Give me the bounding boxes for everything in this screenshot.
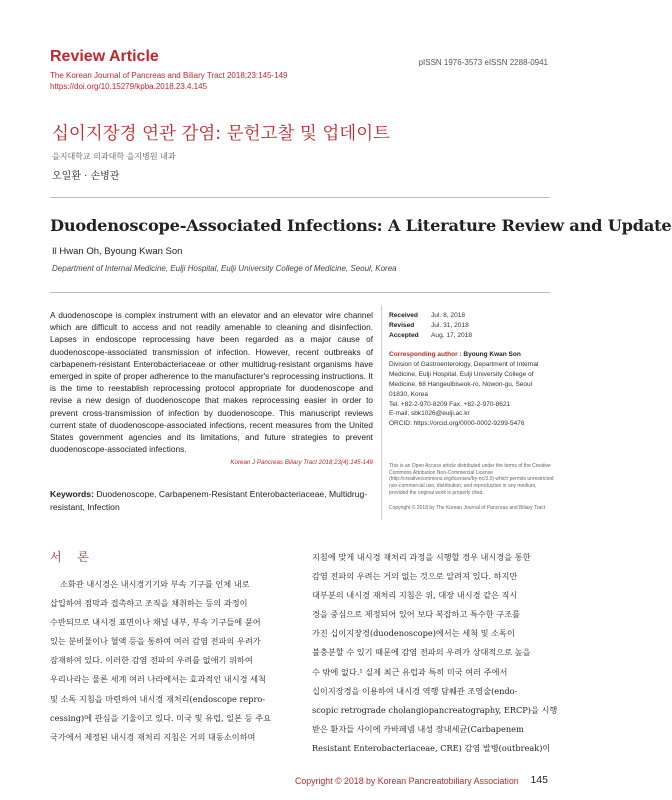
corresponding-name: Byoung Kwan Son [463,351,521,358]
corr-email[interactable]: E-mail; sbk1026@eulji.ac.kr [389,410,470,418]
footer-copyright: Copyright © 2018 by Korean Pancreatobiliary Association [295,776,519,786]
body-line: 경을 중심으로 제정되어 있어 보다 복잡하고 특수한 구조를 [312,609,521,620]
date-label: Accepted [389,332,419,340]
abstract-citation: Korean J Pancreas Biliary Tract 2018;23(4):145-149 [230,459,373,466]
date-label: Received [389,312,418,319]
date-accepted [389,331,472,341]
body-line: 및 소독 지침을 마련하여 내시경 재처리(endoscope repro- [50,693,266,704]
english-affiliation: Department of Internal Medicine, Eulji Hospital, Eulji University College of Medicine, Seoul, Korea [52,264,397,273]
body-column-left [50,575,290,747]
body-line: 가진 십이지장경(duodenoscope)에서는 세척 및 소독이 [312,628,515,639]
body-line: 수반되므로 내시경 표면이나 채널 내부, 부속 기구들에 묻어 [50,617,261,628]
korean-authors: 오일환 · 손병관 [52,171,120,182]
issn: pISSN 1976-3573 eISSN 2288-0941 [418,58,548,67]
body-column-right [312,548,558,758]
korean-title: 십이지장경 연관 감염: 문헌고찰 및 업데이트 [52,124,390,144]
english-title: Duodenoscope-Associated Infections: A Literature Review and Update [50,216,672,235]
keywords [50,488,373,513]
corresponding-label: Corresponding author : [389,351,462,358]
date-value: Jul. 31, 2018 [431,322,469,330]
corresponding-head [389,350,554,360]
corr-line: Medicine, 68 Hangeulbiseok-ro, Nowon-gu, Seoul [389,380,533,388]
body-line: 지침에 맞게 내시경 재처리 과정을 시행할 경우 내시경을 통한 [312,552,531,562]
body-line: 십이지장경을 이용하여 내시경 역행 담췌관 조영술(endo- [312,685,518,696]
body-line: 잠재하여 있다. 이러한 감염 전파의 우려를 없애기 위하여 [50,655,253,666]
date-value: Jul. 8, 2018 [431,312,466,319]
corr-orcid[interactable]: ORCID: https://orcid.org/0000-0002-9299-5476 [389,420,525,428]
abstract: A duodenoscope is complex instrument with an elevator and an elevator wire channel which are difficult to access and not readily amenable to cleaning and disinfection. Lapses in endoscope reprocessing have been regarded as a major cause of duodenoscope-associated transmission of infection. However, recent outbreaks of carbapenem-resistant Enterobacteriaceae or other multidrug-resistant organisms have emerged in spite of proper adherence to the manufacturer's reprocessing instructions. It is the time to reestablish reprocessing protocol appropriate for duodenoscope and revise a new design of duodenoscope that makes reprocessing easier in order to prevent cross-transmission of infection by duodenoscope. This manuscript reviews current state of duodenoscope-associated infections, recent measures from the United States government agencies and its limitations, and future strategies to prevent duodenoscope-associated infections. [50,310,373,455]
body-line: 감염 전파의 우려는 거의 없는 것으로 알려져 있다. 하지만 [312,571,518,582]
keywords-label: Keywords: [50,489,94,499]
body-line: 우리나라는 물론 세계 여러 나라에서는 효과적인 내시경 세척 [50,674,266,685]
article-type: Review Article [50,48,159,65]
journal-citation: The Korean Journal of Pancreas and Biliary Tract 2018;23:145-149 [50,71,288,80]
body-line: Resistant Enterobacteriaceae, CRE) 감염 발병(outbreak)이 [312,742,551,753]
body-line: 대부분의 내시경 재처리 지침은 위, 대장 내시경 같은 직시 [312,590,518,601]
section-heading: 서 론 [50,550,95,564]
body-line: 삽입하여 점막과 접촉하고 조직을 채취하는 등의 과정이 [50,598,248,609]
divider [50,197,550,198]
corresponding-author [389,350,554,429]
corr-line: Division of Gastroenterology, Department of Internal [389,360,539,368]
body-line: 수 밖에 없다.¹ 실제 최근 유럽과 특히 미국 여러 주에서 [312,666,508,677]
date-label: Revised [389,322,415,330]
column-divider [381,305,382,520]
doi-link[interactable]: https://doi.org/10.15279/kpba.2018.23.4.145 [50,82,208,91]
corr-line: 01830, Korea [389,390,429,398]
open-access-notice: This is an Open Access article distributed under the terms of the Creative Commons Attribution Non-Commercial License (http://creativecommons.org/licenses/by-nc/3.0) which permits unrestricted non-commercial use, distribution, and reproduction in any medium, provided the original work is properly cited. [389,463,554,496]
body-line: cessing)에 관심을 기울이고 있다. 미국 및 유럽, 일본 등 주요 [50,712,271,723]
date-value: Aug. 17, 2018 [431,332,473,340]
body-line: 받은 환자들 사이에 카바페넴 내성 장내세균(Carbapenem [312,723,524,734]
body-line: 불충분할 수 있기 때문에 감염 전파의 우려가 상대적으로 높을 [312,647,531,658]
date-revised [389,321,472,331]
english-authors: Il Hwan Oh, Byoung Kwan Son [52,246,183,257]
korean-affiliation: 을지대학교 의과대학 을지병원 내과 [52,152,176,161]
divider [50,292,550,293]
corr-line: Tel. +82-2-970-8209 Fax. +82-2-970-8621 [389,400,511,408]
body-line: scopic retrograde cholangiopancreatography, ERCP)을 시행 [312,704,558,715]
body-line: 있는 분비물이나 혈액 등을 통하여 여러 감염 전파의 우려가 [50,636,261,647]
corr-line: Medicine, Eulji Hospital, Eulji University College of [389,370,534,378]
date-received [389,311,472,321]
keywords-text: Duodenoscope, Carbapenem-Resistant Enterobacteriaceae, Multidrug-resistant, Infection [50,489,368,512]
journal-copyright: Copyright © 2018 by The Korean Journal of Pancreas and Biliary Tract [389,505,546,511]
page-number: 145 [530,774,548,786]
journal-info [50,70,287,92]
article-dates [389,311,472,342]
body-line: 소화관 내시경은 내시경기기와 부속 기구를 인체 내로 [60,579,250,589]
body-line: 국가에서 제정된 내시경 재처리 지침은 거의 대동소이하며 [50,731,256,742]
